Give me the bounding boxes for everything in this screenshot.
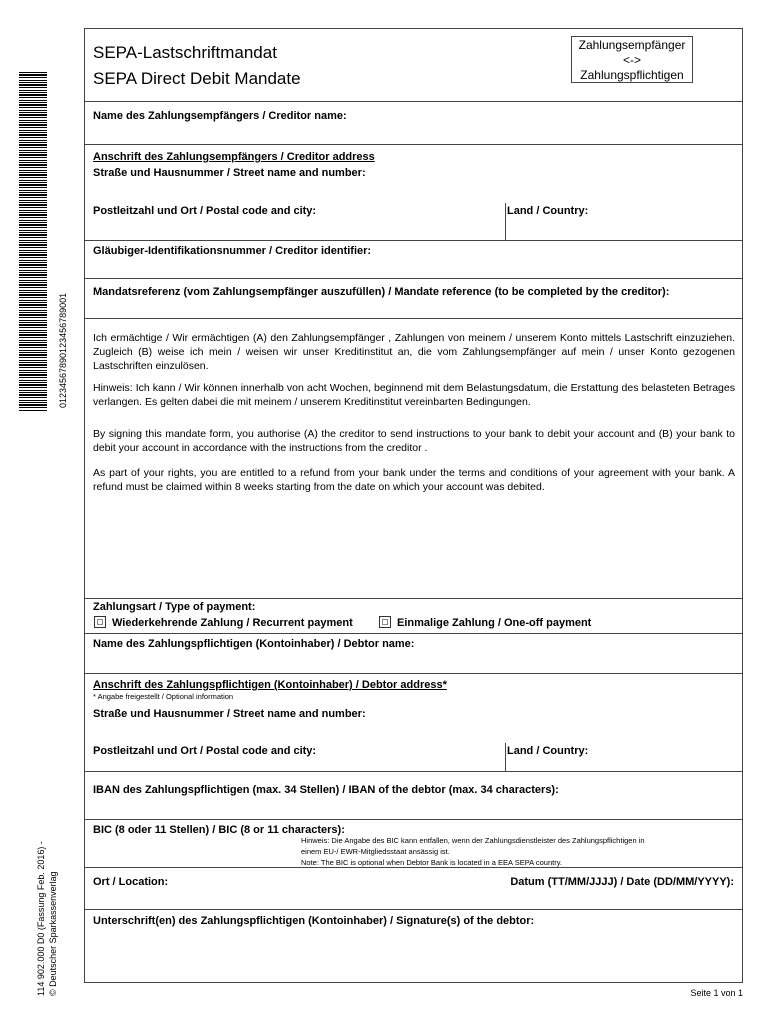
mandate-reference-label: Mandatsreferenz (vom Zahlungsempfänger auszufüllen) / Mandate reference (to be completed by the creditor):: [93, 286, 670, 298]
signature-section[interactable]: [85, 909, 742, 984]
payment-type-label: Zahlungsart / Type of payment:: [93, 601, 256, 613]
creditor-address-section: [85, 144, 742, 241]
debtor-name-section[interactable]: [85, 633, 742, 674]
recipient-line2: <->: [622, 53, 641, 67]
bic-note-3: Note: The BIC is optional when Debtor Bank is located in a EEA SEPA country.: [301, 858, 562, 867]
location-label: Ort / Location:: [93, 876, 169, 888]
recipient-box: [571, 36, 693, 83]
mandate-paragraph-4: As part of your rights, you are entitled to a refund from your bank under the terms and conditions of your agreement with your bank. A refund must be claimed within 8 weeks starting from the date on which your account was debited.: [93, 467, 735, 493]
debtor-country-label[interactable]: Land / Country:: [507, 745, 589, 757]
mandate-paragraph-3: By signing this mandate form, you authorise (A) the creditor to send instructions to your bank to debit your account and (B) your bank to debit your account in accordance with the instructions from the creditor .: [93, 428, 735, 454]
debtor-street-label[interactable]: Straße und Hausnummer / Street name and number:: [93, 708, 366, 720]
optional-info-note: * Angabe freigestellt / Optional information: [93, 692, 234, 701]
creditor-identifier-section[interactable]: [85, 240, 742, 279]
bic-label: BIC (8 oder 11 Stellen) / BIC (8 or 11 characters):: [93, 824, 345, 836]
location-date-section[interactable]: [85, 867, 742, 910]
signature-label: Unterschrift(en) des Zahlungspflichtigen (Kontoinhaber) / Signature(s) of the debtor:: [93, 915, 535, 927]
creditor-address-heading: Anschrift des Zahlungsempfängers / Creditor address: [93, 151, 375, 163]
bic-note-1: Hinweis: Die Angabe des BIC kann entfallen, wenn der Zahlungsdienstleister des Zahlungspflichtigen in: [301, 836, 645, 845]
barcode-number: 01234567890123456789001: [58, 292, 68, 408]
mandate-form: [84, 28, 743, 983]
title-de: SEPA-Lastschriftmandat: [93, 43, 277, 62]
creditor-name-label: Name des Zahlungsempfängers / Creditor name:: [93, 110, 347, 122]
debtor-address-heading: Anschrift des Zahlungspflichtigen (Kontoinhaber) / Debtor address*: [93, 679, 447, 691]
title-en: SEPA Direct Debit Mandate: [93, 69, 301, 88]
debtor-name-label: Name des Zahlungspflichtigen (Kontoinhaber) / Debtor name:: [93, 638, 415, 650]
barcode: [19, 72, 47, 412]
recurrent-label: Wiederkehrende Zahlung / Recurrent payment: [112, 617, 353, 629]
creditor-postal-label[interactable]: Postleitzahl und Ort / Postal code and city:: [93, 205, 317, 217]
recurrent-checkbox[interactable]: [94, 616, 106, 628]
date-label: Datum (TT/MM/JJJJ) / Date (DD/MM/YYYY):: [510, 876, 734, 888]
payment-type-section: [85, 598, 742, 634]
creditor-identifier-label: Gläubiger-Identifikationsnummer / Creditor identifier:: [93, 245, 372, 257]
iban-section[interactable]: [85, 771, 742, 820]
oneoff-checkbox[interactable]: [379, 616, 391, 628]
mandate-paragraph-1: Ich ermächtige / Wir ermächtigen (A) den Zahlungsempfänger , Zahlungen von meinem / unserem Konto mittels Lastschrift einzuziehen. Zugleich (B) weise ich mein / weisen wir unser Kreditinstitut an, die vom Zahlungsempfänger auf mein / unser Konto gezogenen Lastschriften einzulösen.: [93, 332, 735, 372]
bic-section[interactable]: [85, 819, 742, 868]
country-divider: [505, 743, 506, 771]
creditor-street-label[interactable]: Straße und Hausnummer / Street name and number:: [93, 167, 366, 179]
debtor-postal-label[interactable]: Postleitzahl und Ort / Postal code and city:: [93, 745, 317, 757]
mandate-text-section: [85, 318, 742, 599]
creditor-country-label[interactable]: Land / Country:: [507, 205, 589, 217]
mandate-paragraph-2: Hinweis: Ich kann / Wir können innerhalb von acht Wochen, beginnend mit dem Belastungsdatum, die Erstattung des belasteten Betrages verlangen. Es gelten dabei die mit meinem / unserem Kreditinstitut vereinbarten Bedingungen.: [93, 382, 735, 408]
recurrent-option[interactable]: [94, 616, 353, 629]
bic-note-2: einem EU-/ EWR-Mitgliedsstaat ansässig ist.: [301, 847, 450, 856]
iban-label: IBAN des Zahlungspflichtigen (max. 34 Stellen) / IBAN of the debtor (max. 34 characters):: [93, 784, 559, 796]
form-number: 114 902.000 D0 (Fassung Feb. 2016) -: [36, 841, 46, 996]
recipient-line3: Zahlungspflichtigen: [580, 68, 684, 82]
creditor-name-section[interactable]: [85, 101, 742, 145]
oneoff-label: Einmalige Zahlung / One-off payment: [397, 617, 592, 629]
recipient-line1: Zahlungsempfänger: [578, 38, 686, 52]
country-divider: [505, 203, 506, 240]
mandate-reference-section[interactable]: [85, 278, 742, 319]
publisher-note: © Deutscher Sparkassenverlag: [48, 871, 58, 996]
oneoff-option[interactable]: [379, 616, 591, 629]
page-number: Seite 1 von 1: [690, 988, 743, 998]
debtor-address-section: [85, 673, 742, 772]
